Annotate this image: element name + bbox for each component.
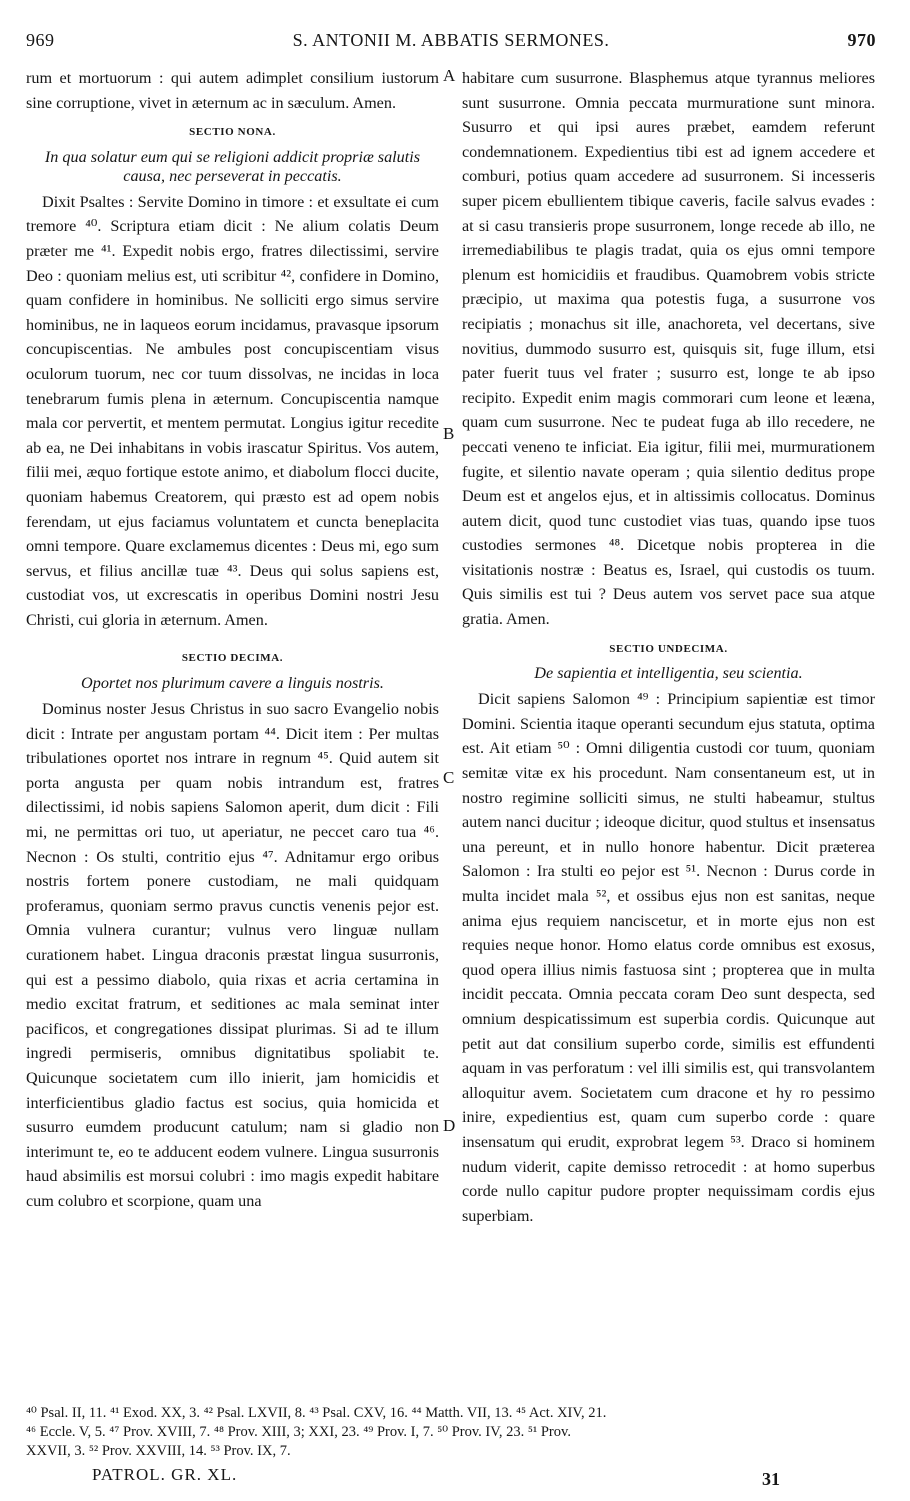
footnotes <box>26 1404 876 1461</box>
paragraph-continuation: rum et mortuorum : qui autem adimplet consilium iustorum sine corruptione, vivet in æternum ac in sæculum. Amen. <box>26 69 439 112</box>
footnote-line: ⁴⁰ Psal. II, 11. ⁴¹ Exod. XX, 3. ⁴² Psal. LXVII, 8. ⁴³ Psal. CXV, 16. ⁴⁴ Matth. VII, 13. ⁴⁵ Act. XIV, 21. <box>26 1405 607 1421</box>
page-number-right: 970 <box>847 30 876 50</box>
margin-letter-a: A <box>443 66 456 85</box>
margin-letter-b: B <box>443 424 455 443</box>
section-heading-eleven: SECTIO UNDECIMA. <box>609 642 728 655</box>
paragraph-section-ten: Dominus noster Jesus Christus in suo sacro Evangelio nobis dicit : Intrate per angustam portam ⁴⁴. Dicit item : Per multas tribulationes oportet nos intrare in regnum ⁴⁵. Quid autem sit porta angusta per quam nobis intrandum est, fratres dilectissimi, id nobis sapiens Salomon aperit, dum dicit : Fili mi, ne permittas ori tuo, ut aperiatur, ne peccet caro tua ⁴⁶. Necnon : Os stulti, contritio ejus ⁴⁷. Adnitamur ergo oribus nostris fortem ponere custodiam, ne mali quidquam proferamus, quoniam sermo pravus cunctis venenis pejor est. Omnia vulnera curantur; vulnus vero linguæ nullam curationem habet. Lingua draconis præstat lingua susurronis, qui est a pessimo diabolo, quia rixas et acria certamina in medio excitat fratrum, et seditiones ac mala seminat inter pacificos, et congregationes dissipat plurimas. Si ad te illum ingredi permiseris, omnibus dignitatibus spoliabit te. Quicunque societatem cum illo inierit, jam homicidis et interficientibus gladio factus est socius, quia homicida et susurro eumdem producunt catulum; nam si gladio non interimunt te, eo te adducent eodem vulnere. Lingua susurronis haud absimilis est morsui colubri : imo magis expedit habitare cum colubro et scorpione, quam una <box>26 700 439 1210</box>
running-title: S. ANTONII M. ABBATIS SERMONES. <box>292 30 610 50</box>
section-subtitle-ten: Oportet nos plurimum cavere a linguis nostris. <box>81 674 384 693</box>
section-heading-ten: SECTIO DECIMA. <box>181 652 284 665</box>
signature-mark: PATROL. GR. XL. <box>92 1465 238 1484</box>
page-header <box>26 30 876 56</box>
signature-number: 31 <box>762 1469 780 1489</box>
footnote-line: XXVII, 3. ⁵² Prov. XXVIII, 14. ⁵³ Prov. IX, 7. <box>26 1443 291 1459</box>
section-heading-nine: SECTIO NONA. <box>189 126 276 139</box>
paragraph-section-eleven: Dicit sapiens Salomon ⁴⁹ : Principium sapientiæ est timor Domini. Scientia itaque operanti secundum ejus statuta, optima est. Ait etiam ⁵⁰ : Omni diligentia custodi cor tuum, quoniam semitæ vitæ ex his procedunt. Nam consentaneum est, ut in nostro regimine solliciti simus, ne stulti habeamur, stultus autem nanci ducitur ; ideoque dicitur, quod stultus et insensatus una pereunt, et in nullo honore habentur. Dicit præterea Salomon : Ira stulti eo pejor est ⁵¹. Necnon : Durus corde in multa incidet mala ⁵², et ossibus ejus non est sanitas, neque anima ejus requiem nanciscetur, et in morte ejus non est requies neque honor. Homo elatus corde omnibus est exosus, quod opera illius nimis fastuosa sint ; propterea que in multa incidit peccata. Omnia peccata coram Deo sunt despecta, sed omnium despicatissimum est superbia cordis. Quicunque aut petit aut dat consilium superbo corde, similis est effundenti aquam in vas perforatum : vel illi similis est, qui transvolantem alloquitur avem. Societatem cum dracone et hy ro pessimo inire, expedientius est, quam cum superbo corde : quare insensatum qui erudit, exprobrat legem ⁵³. Draco si hominem nudum viderit, capite demisso retrocedit : at homo superbus corde nullo capitur pudore propter nequissimam cordis ejus superbiam. <box>462 690 875 1225</box>
paragraph-section-nine: Dixit Psaltes : Servite Domino in timore : et exsultate ei cum tremore ⁴⁰. Scriptura etiam dicit : Ne alium colatis Deum præter me ⁴¹. Expedit nobis ergo, fratres dilectissimi, servire Deo : quoniam melius est, uti scribitur ⁴², confidere in Domino, quam confidere in hominibus. Ne solliciti ergo simus servire hominibus, ne in laqueos eorum incidamus, pravasque ipsorum concupiscentias. Ne ambules post concupiscentiam visus oculorum tuorum, nec cor tuum dissolvas, ne incidas in loca tenebrarum fumis plena in æternum. Concupiscentia namque mala cor pervertit, et mentem permutat. Longius igitur recedite ab ea, ne Dei inhabitans in vobis irascatur Spiritus. Vos autem, filii mei, æquo fortique estote animo, et diabolum flocci ducite, quoniam habemus Creatorem, qui præsto est ad opem nobis ferendam, ut ejus faciamus voluntatem et cuncta beneplacita omni tempore. Quare exclamemus dicentes : Deus mi, ego sum servus, et filius ancillæ tuæ ⁴³. Deus qui solus sapiens est, custodiat vos, ut excrescatis in operibus Domini nostri Jesu Christi, cui gloria in æternum. Amen. <box>26 192 439 629</box>
footnote-line: ⁴⁶ Eccle. V, 5. ⁴⁷ Prov. XVIII, 7. ⁴⁸ Prov. XIII, 3; XXI, 23. ⁴⁹ Prov. I, 7. ⁵⁰ Prov. IV, 23. ⁵¹ Prov. <box>26 1424 571 1440</box>
section-subtitle-eleven: De sapientia et intelligentia, seu scientia. <box>534 664 803 683</box>
paragraph-continuation-right: habitare cum susurrone. Blasphemus atque tyrannus meliores sunt susurrone. Omnia peccata murmuratione sunt minora. Susurro et qui ipsi aures præbet, eamdem referunt condemnationem. Expedientius tibi est ad ignem accedere et comburi, potius quam accedere ad susurronem. Si incesseris super picem ebullientem tibique caveris, facile salvus evades : at si casu transieris prope susurronem, longe recede ab illo, ne irremediabilibus te plagis tradat, quia os ejus omni tempore plenum est homicidiis et fraudibus. Quamobrem vobis stricte præcipio, ut maxima qua potestis fuga, a susurrone vos recipiatis ; monachus sit ille, anachoreta, vel decertans, sive novitius, dummodo susurro est, quisquis sit, fuge illum, etsi pater fuerit tuus vel frater ; susurro est, longe te ab ipso recipito. Expedit enim magis commorari cum leone et leæna, quam cum susurrone. Nec te pudeat fuga ab illo recedere, ne peccati veneno te inficiat. Eia igitur, filii mei, murmurationem fugite, et silentio navate operam ; quia silentio deditus prope Deum est et angelos ejus, et in altissimis collocatus. Dominus autem dicit, quod tunc custodiet vias tuas, quando ipse tuos custodies sermones ⁴⁸. Dicetque nobis propterea in die visitationis nostræ : Beatus es, Israel, qui custodis os tuum. Quis similis est tui ? Deus autem vos servet pace sua atque gratia. Amen. <box>462 69 875 629</box>
right-column <box>462 66 875 1228</box>
section-subtitle-nine: In qua solatur eum qui se religioni addicit propriæ salutis causa, nec perseverat in peccatis. <box>44 147 421 185</box>
page-number-left: 969 <box>26 30 55 50</box>
margin-letter-d: D <box>443 1116 456 1135</box>
left-column <box>26 66 439 1214</box>
margin-letter-c: C <box>443 768 455 787</box>
